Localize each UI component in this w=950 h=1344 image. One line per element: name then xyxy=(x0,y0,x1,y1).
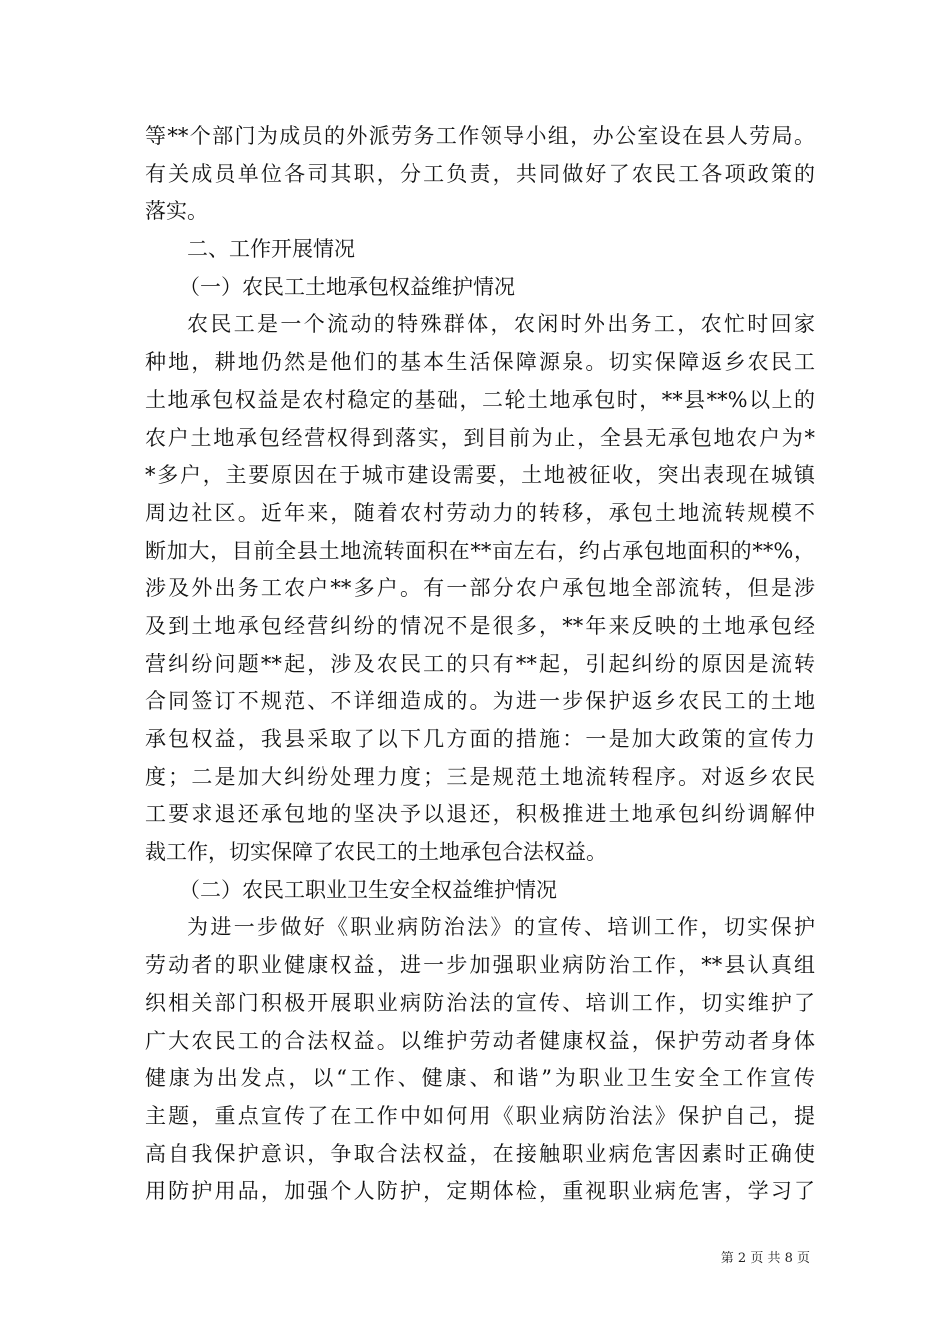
text-line: 等**个部门为成员的外派劳务工作领导小组，办公室设在县人劳局。 xyxy=(145,124,815,148)
text-line: 合同签订不规范、不详细造成的。为进一步保护返乡农民工的土地 xyxy=(145,689,815,714)
text-line: 为进一步做好《职业病防治法》的宣传、培训工作，切实保护 xyxy=(187,915,815,940)
text-line: *多户，主要原因在于城市建设需要，土地被征收，突出表现在城镇 xyxy=(145,463,815,488)
subsection-heading: （一）农民工土地承包权益维护情况 xyxy=(179,274,515,299)
text-line: 工要求退还承包地的坚决予以退还，积极推进土地承包纠纷调解仲 xyxy=(145,802,815,827)
text-line: 周边社区。近年来，随着农村劳动力的转移，承包土地流转规模不 xyxy=(145,500,815,525)
text-line: 土地承包权益是农村稳定的基础，二轮土地承包时，**县**%以上的 xyxy=(145,387,815,412)
subsection-heading: （二）农民工职业卫生安全权益维护情况 xyxy=(179,877,557,902)
text-line: 织相关部门积极开展职业病防治法的宣传、培训工作，切实维护了 xyxy=(145,990,815,1015)
text-line: 涉及外出务工农户**多户。有一部分农户承包地全部流转，但是涉 xyxy=(145,576,815,601)
text-line: 主题，重点宣传了在工作中如何用《职业病防治法》保护自己，提 xyxy=(145,1103,815,1128)
text-line: 健康为出发点，以“工作、健康、和谐”为职业卫生安全工作宣传 xyxy=(145,1066,815,1091)
text-line: 农民工是一个流动的特殊群体，农闲时外出务工，农忙时回家 xyxy=(187,312,815,337)
document-body xyxy=(145,118,815,1211)
page-number: 第 2 页 共 8 页 xyxy=(720,1251,810,1266)
text-line: 有关成员单位各司其职，分工负责，共同做好了农民工各项政策的 xyxy=(145,161,815,186)
text-line: 高自我保护意识，争取合法权益，在接触职业病危害因素时正确使 xyxy=(145,1141,815,1166)
text-line: 用防护用品，加强个人防护，定期体检，重视职业病危害，学习了 xyxy=(145,1179,815,1204)
section-heading: 二、工作开展情况 xyxy=(187,237,355,262)
text-line: 营纠纷问题**起，涉及农民工的只有**起，引起纠纷的原因是流转 xyxy=(145,651,815,676)
text-line: 种地，耕地仍然是他们的基本生活保障源泉。切实保障返乡农民工 xyxy=(145,350,815,375)
text-line: 及到土地承包经营纠纷的情况不是很多，**年来反映的土地承包经 xyxy=(145,613,815,638)
text-line: 承包权益，我县采取了以下几方面的措施：一是加大政策的宣传力 xyxy=(145,727,815,751)
text-line: 农户土地承包经营权得到落实，到目前为止，全县无承包地农户为* xyxy=(145,425,815,450)
text-line: 落实。 xyxy=(145,199,208,224)
text-line: 断加大，目前全县土地流转面积在**亩左右，约占承包地面积的**%， xyxy=(145,538,815,563)
text-line: 裁工作，切实保障了农民工的土地承包合法权益。 xyxy=(145,840,607,865)
text-line: 度；二是加大纠纷处理力度；三是规范土地流转程序。对返乡农民 xyxy=(145,764,815,789)
text-line: 劳动者的职业健康权益，进一步加强职业病防治工作，**县认真组 xyxy=(145,953,815,978)
text-line: 广大农民工的合法权益。以维护劳动者健康权益，保护劳动者身体 xyxy=(145,1028,815,1053)
